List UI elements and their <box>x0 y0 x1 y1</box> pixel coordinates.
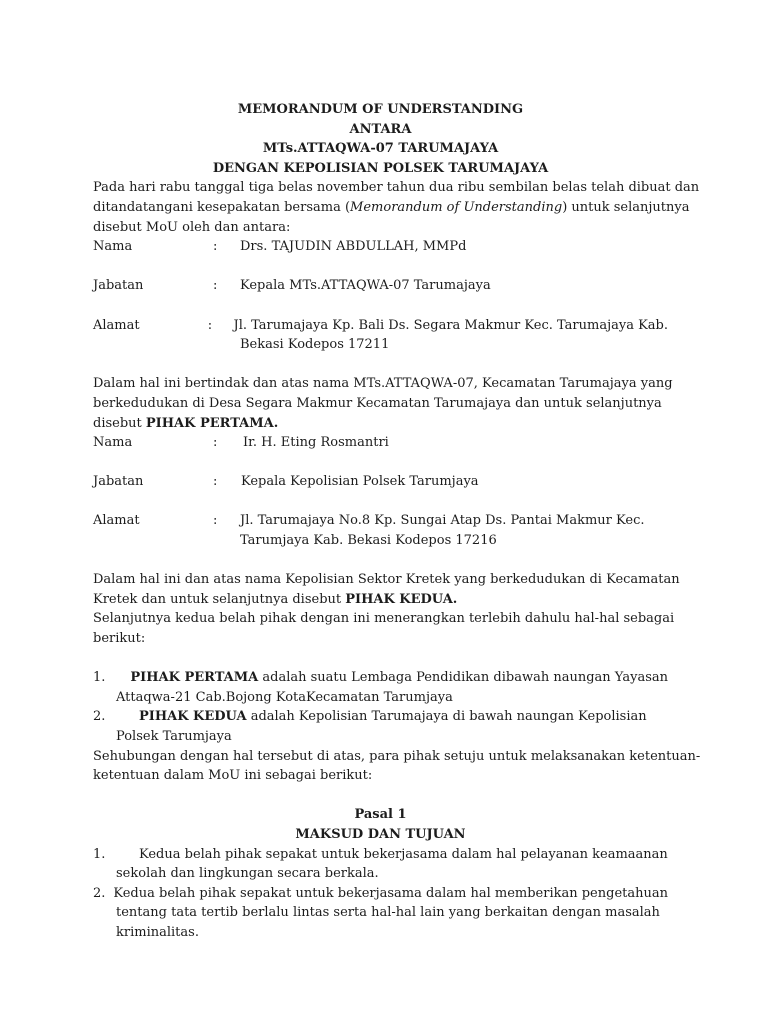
list-item <box>93 668 668 707</box>
intro-line-2 <box>93 198 690 218</box>
explain-paragraph <box>93 609 675 648</box>
list-number: 2. <box>93 885 106 901</box>
sehubungan-line-1: Sehubungan dengan hal tersebut di atas, para pihak setuju untuk melaksanakan ketentuan- <box>93 748 701 764</box>
party-two-jabatan-value: Kepala Kepolisian Polsek Tarumjaya <box>241 474 479 490</box>
header-party-one: MTs.ATTAQWA-07 TARUMAJAYA <box>262 141 499 157</box>
list-number: 1. <box>93 846 106 862</box>
list-item-text: Kedua belah pihak sepakat untuk bekerjasama dalam hal memberikan pengetahuan <box>113 885 668 901</box>
list-item-continuation: sekolah dan lingkungan secara berkala. <box>116 866 379 882</box>
party-one-desc-3-a: disebut <box>93 415 146 431</box>
intro-paragraph <box>93 178 700 237</box>
list-number: 1. <box>93 670 106 686</box>
intro-line-2-c: ) untuk selanjutnya <box>562 199 690 215</box>
colon: : <box>213 278 218 294</box>
list-item-continuation: Attaqwa-21 Cab.Bojong KotaKecamatan Tarumjaya <box>116 689 453 705</box>
party-one-jabatan-value: Kepala MTs.ATTAQWA-07 Tarumajaya <box>240 278 491 294</box>
colon: : <box>213 435 218 451</box>
list-item-continuation: Polsek Tarumjaya <box>116 729 232 744</box>
party-two-details <box>93 433 680 609</box>
party-two-desc-2 <box>93 590 668 610</box>
list-item <box>93 845 668 884</box>
pasal-1-section <box>93 805 668 942</box>
colon: : <box>213 513 218 529</box>
colon: : <box>213 474 218 490</box>
party-two-nama-row <box>93 433 668 453</box>
list-item-continuation: kriminalitas. <box>116 924 199 940</box>
party-two-designation: PIHAK KEDUA. <box>345 591 458 607</box>
party-one-jabatan-row <box>93 276 668 296</box>
intro-line-3: disebut MoU oleh dan antara: <box>93 219 291 235</box>
party-two-desc-2-a: Kretek dan untuk selanjutnya disebut <box>93 591 346 607</box>
list-item-text: Kedua belah pihak sepakat untuk bekerjasama dalam hal pelayanan keamaanan <box>139 846 668 862</box>
header-antara: ANTARA <box>349 121 412 137</box>
party-two-jabatan-label: Jabatan <box>93 474 144 490</box>
party-one-designation: PIHAK PERTAMA. <box>145 415 279 431</box>
pasal-1-title: Pasal 1 <box>354 807 407 823</box>
sehubungan-paragraph <box>93 747 701 786</box>
intro-line-2-a: ditandatangani kesepakatan bersama ( <box>93 199 351 215</box>
list-item-bold: PIHAK KEDUA <box>139 709 247 725</box>
party-two-nama-label: Nama <box>93 435 133 451</box>
party-one-alamat-value-2: Bekasi Kodepos 17211 <box>240 337 390 353</box>
colon: : <box>213 239 218 255</box>
party-one-alamat-row <box>93 316 668 336</box>
header-party-two: DENGAN KEPOLISIAN POLSEK TARUMAJAYA <box>212 160 549 176</box>
document-header <box>93 100 668 178</box>
party-list <box>93 668 668 746</box>
explain-line-1: Selanjutnya kedua belah pihak dengan ini menerangkan terlebih dahulu hal-hal sebagai <box>93 611 675 627</box>
party-one-desc-1: Dalam hal ini bertindak dan atas nama MTs.ATTAQWA-07, Kecamatan Tarumajaya yang <box>93 376 673 392</box>
list-item-text: adalah Kepolisian Tarumajaya di bawah naungan Kepolisian <box>246 709 647 725</box>
intro-line-1: Pada hari rabu tanggal tiga belas november tahun dua ribu sembilan belas telah dibuat dan <box>93 180 700 196</box>
intro-mou-term: Memorandum of Understanding <box>350 199 563 215</box>
list-item-text: adalah suatu Lembaga Pendidikan dibawah naungan Yayasan <box>258 670 668 686</box>
list-number: 2. <box>93 709 106 725</box>
list-item <box>93 884 668 943</box>
party-one-jabatan-label: Jabatan <box>93 278 144 294</box>
party-one-desc-3 <box>93 414 668 434</box>
party-two-alamat-value-2: Tarumjaya Kab. Bekasi Kodepos 17216 <box>240 533 497 549</box>
party-two-desc-1: Dalam hal ini dan atas nama Kepolisian Sektor Kretek yang berkedudukan di Kecamatan <box>93 572 680 588</box>
list-item-bold: PIHAK PERTAMA <box>130 670 259 686</box>
list-item <box>93 707 668 746</box>
document-page <box>93 100 701 943</box>
list-item-continuation: tentang tata tertib berlalu lintas serta hal-hal lain yang berkaitan dengan masalah <box>116 905 660 921</box>
party-one-nama-label: Nama <box>93 239 133 255</box>
party-two-alamat-label: Alamat <box>93 513 140 529</box>
header-title: MEMORANDUM OF UNDERSTANDING <box>237 102 524 117</box>
party-one-desc-2: berkedudukan di Desa Segara Makmur Kecamatan Tarumajaya dan untuk selanjutnya <box>93 395 662 411</box>
party-one-nama-row <box>93 237 668 257</box>
party-one-alamat-value-1: Jl. Tarumajaya Kp. Bali Ds. Segara Makmur Kec. Tarumajaya Kab. <box>233 317 668 333</box>
party-two-alamat-row <box>93 511 668 531</box>
pasal-1-subtitle: MAKSUD DAN TUJUAN <box>295 826 466 842</box>
party-one-alamat-label: Alamat <box>93 317 140 333</box>
colon: : <box>207 317 213 333</box>
party-one-nama-value: Drs. TAJUDIN ABDULLAH, MMPd <box>240 239 467 255</box>
sehubungan-line-2: ketentuan dalam MoU ini sebagai berikut: <box>93 768 373 784</box>
party-two-alamat-value-1: Jl. Tarumajaya No.8 Kp. Sungai Atap Ds. Pantai Makmur Kec. <box>240 513 645 529</box>
party-two-nama-value: Ir. H. Eting Rosmantri <box>243 435 389 451</box>
party-two-jabatan-row <box>93 472 668 492</box>
party-one-details <box>93 237 673 433</box>
explain-line-2: berikut: <box>93 631 146 647</box>
